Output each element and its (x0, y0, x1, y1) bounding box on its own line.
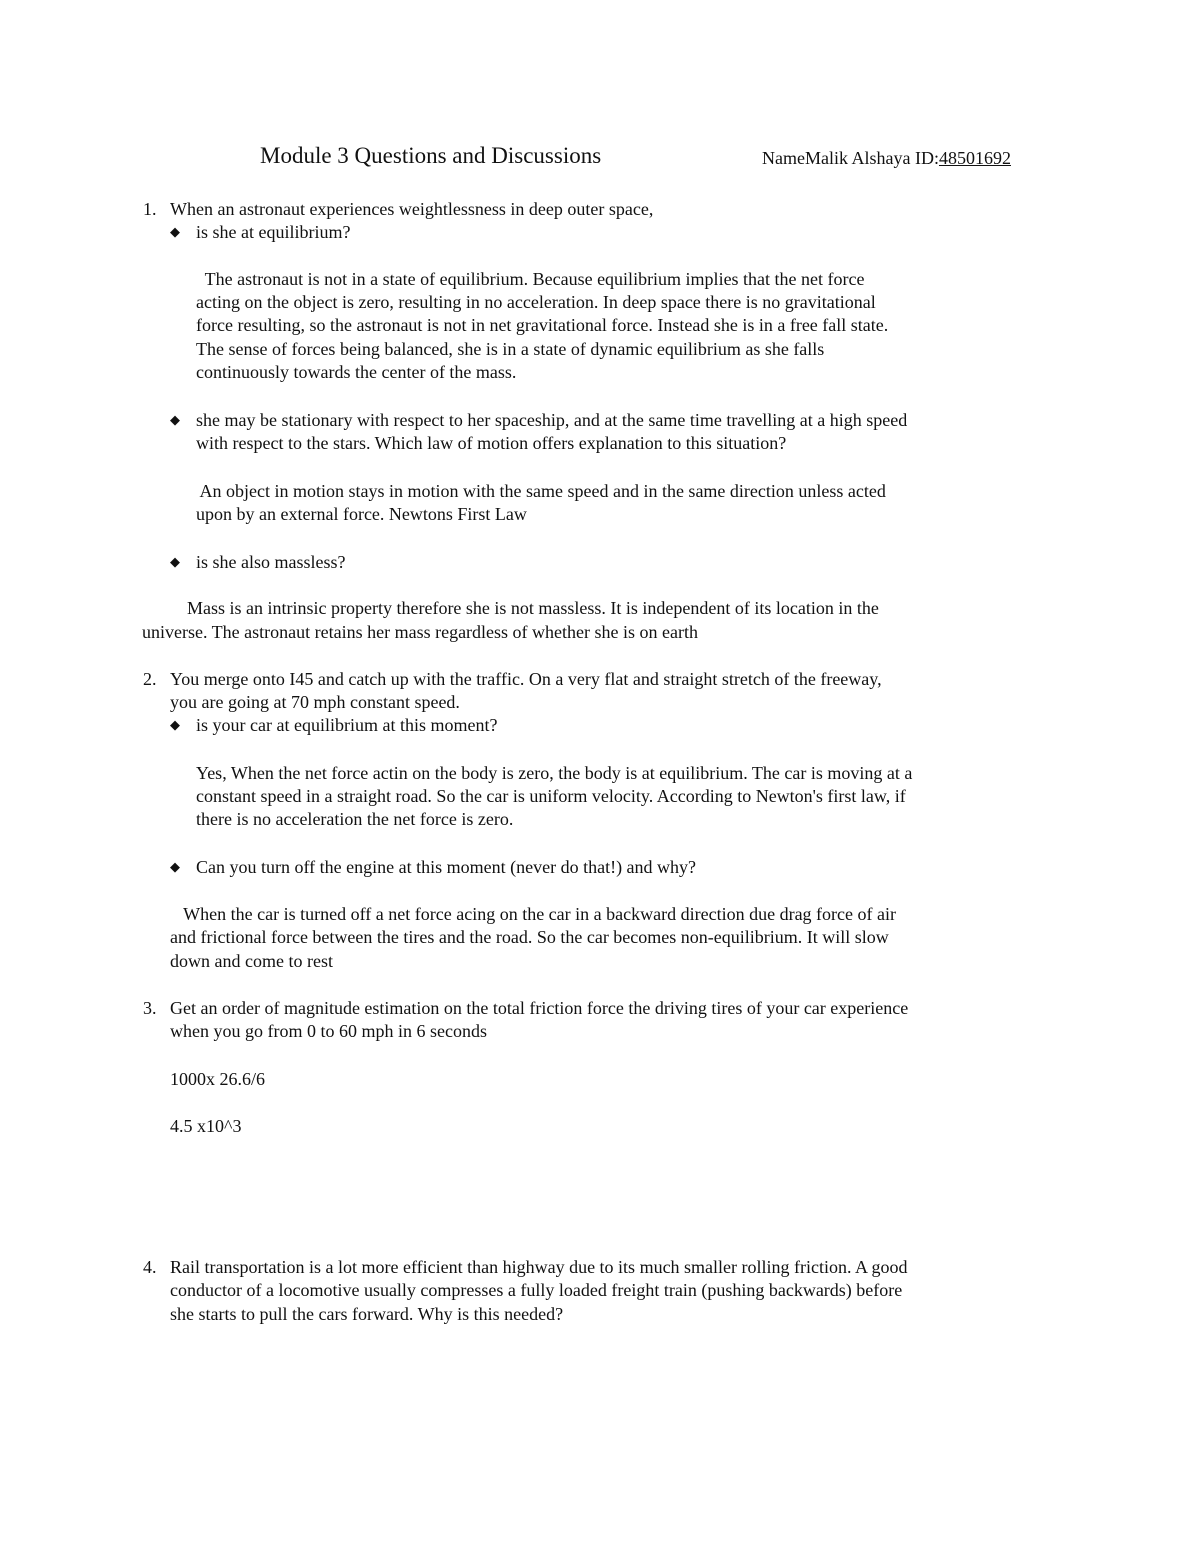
q2-answer-1-line-3: there is no acceleration the net force is zero. (196, 809, 514, 829)
q2-answer-2-line-3: down and come to rest (170, 951, 333, 971)
q1-answer-3-line-1: Mass is an intrinsic property therefore she is not massless. It is independent of its location in the (142, 598, 879, 618)
q3-calculation: 1000x 26.6/6 (170, 1069, 266, 1089)
bullet-icon: ◆ (170, 717, 180, 732)
q1-answer-1-line-5: continuously towards the center of the mass. (196, 362, 517, 382)
q3-result: 4.5 x10^3 (170, 1116, 242, 1136)
bullet-icon: ◆ (170, 554, 180, 569)
name-value: Malik Alshaya (804, 148, 911, 168)
student-info (762, 147, 1011, 170)
bullet-icon: ◆ (170, 412, 180, 427)
q1-answer-1-line-4: The sense of forces being balanced, she is in a state of dynamic equilibrium as she falls (196, 339, 825, 359)
name-label: Name (762, 148, 805, 168)
q2-answer-2-line-1: When the car is turned off a net force acing on the car in a backward direction due drag force of air (170, 904, 897, 924)
question-1-number: 1. (143, 199, 157, 219)
bullet-icon: ◆ (170, 859, 180, 874)
q1-bullet-2-question-line-1: she may be stationary with respect to her spaceship, and at the same time travelling at a high speed (196, 410, 908, 430)
question-4-prompt-line-3: she starts to pull the cars forward. Why is this needed? (170, 1304, 564, 1324)
question-2-number: 2. (143, 669, 157, 689)
page-title: Module 3 Questions and Discussions (260, 143, 602, 168)
question-3-number: 3. (143, 998, 157, 1018)
q2-answer-1-line-1: Yes, When the net force actin on the body is zero, the body is at equilibrium. The car is moving at a (196, 763, 913, 783)
question-4-prompt-line-2: conductor of a locomotive usually compresses a fully loaded freight train (pushing backwards) before (170, 1280, 903, 1300)
question-2-prompt-line-1: You merge onto I45 and catch up with the traffic. On a very flat and straight stretch of the freeway, (170, 669, 882, 689)
q1-answer-2-line-1: An object in motion stays in motion with the same speed and in the same direction unless acted (196, 481, 886, 501)
q1-answer-1-line-1: The astronaut is not in a state of equilibrium. Because equilibrium implies that the net force (196, 269, 865, 289)
question-3-prompt-line-1: Get an order of magnitude estimation on the total friction force the driving tires of your car experience (170, 998, 909, 1018)
q1-answer-1-line-2: acting on the object is zero, resulting in no acceleration. In deep space there is no gravitational (196, 292, 876, 312)
q1-answer-3-line-2: universe. The astronaut retains her mass regardless of whether she is on earth (142, 622, 698, 642)
question-2-prompt-line-2: you are going at 70 mph constant speed. (170, 692, 460, 712)
q1-bullet-3-question: is she also massless? (196, 552, 346, 572)
question-3-prompt-line-2: when you go from 0 to 60 mph in 6 seconds (170, 1021, 487, 1041)
id-value: 48501692 (938, 148, 1011, 168)
question-4-number: 4. (143, 1257, 157, 1277)
q2-bullet-2-question: Can you turn off the engine at this moment (never do that!) and why? (196, 857, 697, 877)
question-1-prompt: When an astronaut experiences weightlessness in deep outer space, (170, 199, 654, 219)
q2-answer-1-line-2: constant speed in a straight road. So the car is uniform velocity. According to Newton's first law, if (196, 786, 906, 806)
bullet-icon: ◆ (170, 224, 180, 239)
q2-answer-2-line-2: and frictional force between the tires and the road. So the car becomes non-equilibrium. It will slow (170, 927, 889, 947)
id-label: ID: (910, 148, 939, 168)
q1-bullet-1-question: is she at equilibrium? (196, 222, 351, 242)
question-4-prompt-line-1: Rail transportation is a lot more efficient than highway due to its much smaller rolling friction. A good (170, 1257, 908, 1277)
q2-bullet-1-question: is your car at equilibrium at this moment? (196, 715, 498, 735)
q1-bullet-2-question-line-2: with respect to the stars. Which law of motion offers explanation to this situation? (196, 433, 787, 453)
q1-answer-2-line-2: upon by an external force. Newtons First Law (196, 504, 527, 524)
q1-answer-1-line-3: force resulting, so the astronaut is not in net gravitational force. Instead she is in a free fall state. (196, 315, 889, 335)
